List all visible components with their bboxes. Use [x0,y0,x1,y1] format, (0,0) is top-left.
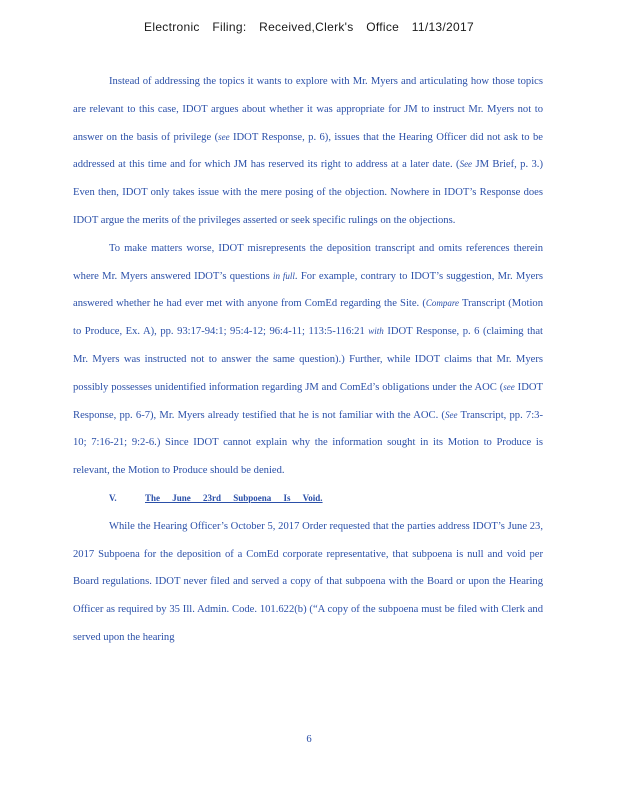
citation-signal: see [503,381,515,392]
section-title: The June 23rd Subpoena Is Void. [145,492,323,503]
emphasis-in-full: in full [273,270,295,281]
text-segment: . For example, contrary to IDOT’s suggestion, Mr. Myers answered whether he had ever met with anyone from ComEd regarding the Site. ( [73,270,543,310]
citation-signal: with [368,326,384,337]
section-number: V. [109,492,117,503]
paragraph-idot-argument [73,68,543,235]
citation-signal: See [444,409,458,420]
text-segment: To make matters worse, IDOT misrepresents the deposition transcript and omits references therein where Mr. Myers answered IDOT’s questions [73,242,543,282]
text-segment: JM Brief, p. 3.) Even then, IDOT only takes issue with the mere posing of the objection. Nowhere in IDOT’s Response does IDOT argue the merits of the privileges asserted or seek specific rulings on the objections. [73,159,543,226]
citation-signal: see [218,131,230,142]
text-segment: IDOT Response, p. 6), issues that the Hearing Officer did not ask to be addressed at this time and for which JM has reserved its right to address at a later date. ( [73,131,543,171]
paragraph-subpoena: While the Hearing Officer’s October 5, 2017 Order requested that the parties address IDOT’s June 23, 2017 Subpoena for the deposition of a ComEd corporate representative, that subpoena is null and void per Board regulations. IDOT never filed and served a copy of that subpoena with the Board or upon the Hearing Officer as required by 35 Ill. Admin. Code. 101.622(b) (“A copy of the subpoena must be filed with Clerk and served upon the hearing [73,520,543,643]
electronic-filing-header: Electronic Filing: Received,Clerk's Office 11/13/2017 [144,20,474,34]
section-heading [73,485,543,513]
citation-signal: Compare [425,298,460,309]
text-segment: Transcript, pp. 7:3-10; 7:16-21; 9:2-6.) Since IDOT cannot explain why the information sought in its Motion to Produce is relevant, the Motion to Produce should be denied. [73,409,544,477]
citation-signal: See [459,159,473,170]
text-segment: Instead of addressing the topics it wants to explore with Mr. Myers and articulating how those topics are relevant to this case, IDOT argues about whether it was appropriate for JM to instruct Mr. Myers not to answer on the basis of privilege ( [73,76,543,143]
text-segment: IDOT Response, pp. 6-7), Mr. Myers already testified that he is not familiar with the AOC. ( [73,381,543,421]
text-segment: Transcript (Motion to Produce, Ex. A), pp. 93:17-94:1; 95:4-12; 96:4-11; 113:5-116:21 [73,298,543,338]
document-body [73,68,543,652]
page-number: 6 [306,734,312,745]
paragraph-misrepresentation [73,235,543,485]
text-segment: IDOT Response, p. 6 (claiming that Mr. Myers was instructed not to answer the same question).) Further, while IDOT claims that Mr. Myers possibly possesses unidentified information regarding JM and ComEd’s obligations under the AOC ( [73,326,543,393]
